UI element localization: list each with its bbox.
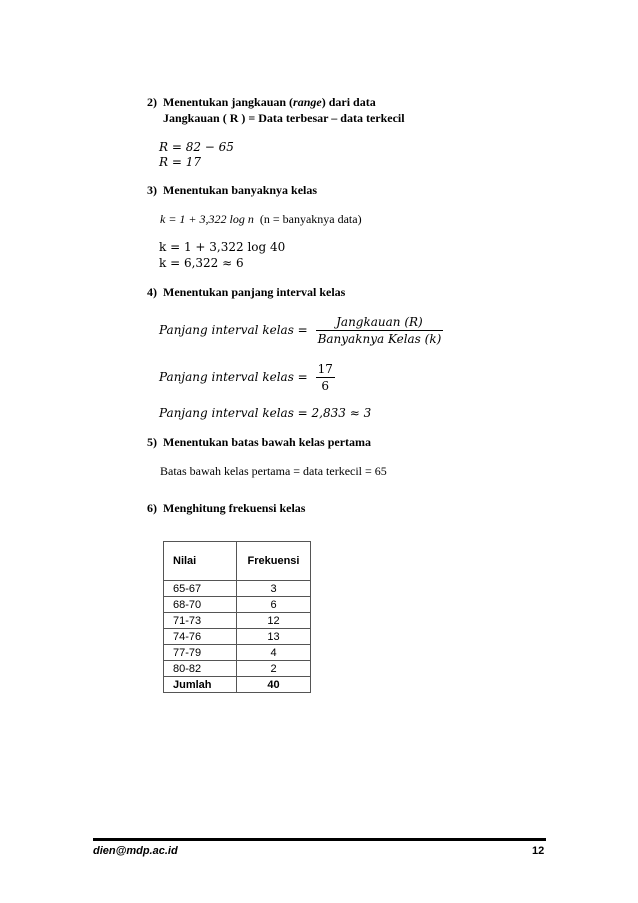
- step-number: 4): [147, 285, 157, 299]
- table-cell: 77-79: [164, 645, 237, 661]
- fraction-numerator: 17: [317, 362, 333, 376]
- table-row: [164, 613, 311, 629]
- footer-email: dien@mdp.ac.id: [93, 845, 178, 857]
- step-number: 5): [147, 435, 157, 449]
- formula: k = 1 + 3,322 log n: [160, 212, 254, 226]
- equation: R = 82 − 65: [159, 140, 234, 154]
- frequency-table: [163, 541, 311, 693]
- page-number: 12: [532, 845, 545, 857]
- equation: Panjang interval kelas = 2,833 ≈ 3: [159, 406, 372, 420]
- fraction: [316, 314, 444, 347]
- table-row: [164, 597, 311, 613]
- step-number: 2): [147, 95, 157, 109]
- table-cell: 2: [237, 661, 311, 677]
- table-row: [164, 581, 311, 597]
- step-number: 6): [147, 501, 157, 515]
- step-title: [163, 95, 376, 110]
- table-cell: 13: [237, 629, 311, 645]
- table-row: [164, 645, 311, 661]
- fraction-denominator: 6: [321, 379, 330, 393]
- equation: k = 6,322 ≈ 6: [159, 256, 244, 270]
- formula-line: [160, 212, 362, 227]
- total-value: 40: [237, 677, 311, 693]
- table-row: [164, 629, 311, 645]
- title-text: Menentukan jangkauan (: [163, 95, 294, 109]
- table-cell: 4: [237, 645, 311, 661]
- table-cell: 74-76: [164, 629, 237, 645]
- column-header-nilai: Nilai: [164, 542, 237, 581]
- table-cell: 3: [237, 581, 311, 597]
- formula-note: (n = banyaknya data): [259, 212, 362, 226]
- table-cell: 65-67: [164, 581, 237, 597]
- table-cell: 12: [237, 613, 311, 629]
- fraction: [316, 361, 335, 394]
- table-total-row: [164, 677, 311, 693]
- step-number: 3): [147, 183, 157, 197]
- table-cell: 71-73: [164, 613, 237, 629]
- title-emphasis: range: [293, 95, 322, 109]
- table-cell: 68-70: [164, 597, 237, 613]
- step-title: Menentukan batas bawah kelas pertama: [163, 435, 372, 449]
- equation: R = 17: [159, 155, 201, 169]
- table-cell: 6: [237, 597, 311, 613]
- equation-lhs: Panjang interval kelas =: [159, 370, 308, 384]
- body-text: Batas bawah kelas pertama = data terkecil = 65: [160, 464, 387, 478]
- fraction-equation: [159, 314, 443, 347]
- frequency-table-wrapper: [163, 541, 311, 693]
- total-label: Jumlah: [164, 677, 237, 693]
- fraction-numerator: Jangkauan (R): [336, 315, 423, 329]
- equation-lhs: Panjang interval kelas =: [159, 323, 308, 337]
- step-title: Menentukan panjang interval kelas: [163, 285, 346, 299]
- table-header-row: [164, 542, 311, 581]
- step-2-subtitle: Jangkauan ( R ) = Data terbesar – data terkecil: [163, 111, 405, 125]
- title-text: ) dari data: [321, 95, 376, 109]
- column-header-frekuensi: Frekuensi: [237, 542, 311, 581]
- fraction-equation: [159, 361, 335, 394]
- step-title: Menentukan banyaknya kelas: [163, 183, 318, 197]
- equation: k = 1 + 3,322 log 40: [159, 240, 286, 254]
- footer-divider: [93, 838, 546, 841]
- step-title: Menghitung frekuensi kelas: [163, 501, 306, 515]
- table-row: [164, 661, 311, 677]
- table-cell: 80-82: [164, 661, 237, 677]
- fraction-denominator: Banyaknya Kelas (k): [317, 332, 442, 346]
